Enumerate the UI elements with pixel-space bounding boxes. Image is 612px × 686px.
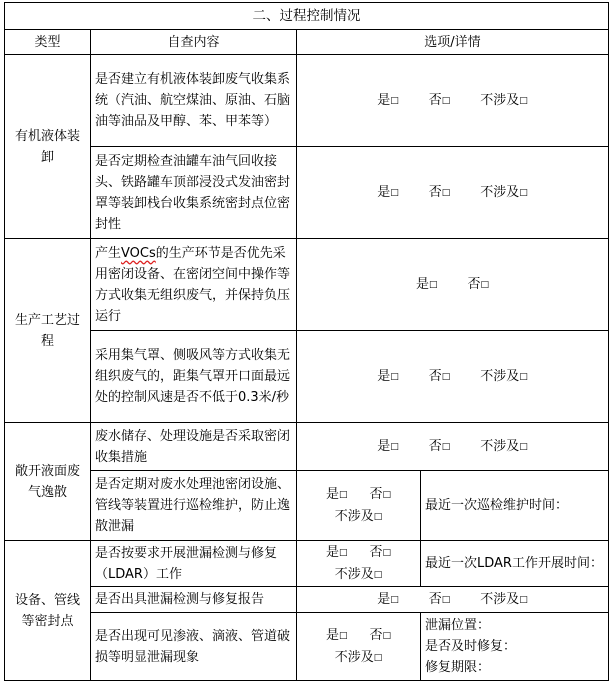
option-yes[interactable]: 是□ <box>325 544 348 560</box>
checkbox[interactable]: □ <box>382 489 392 500</box>
timely-repair-field[interactable]: 是否及时修复： <box>425 639 517 654</box>
item-text: 是否出现可见渗液、滴液、管道破损等明显泄漏现象 <box>91 613 297 681</box>
checkbox[interactable]: □ <box>519 441 528 452</box>
option-yes[interactable]: 是□ <box>377 589 399 611</box>
process-control-table <box>4 2 609 681</box>
item-text: 废水储存、处理设施是否采取密闭收集措施 <box>91 423 297 471</box>
header-content: 自查内容 <box>91 30 297 55</box>
checkbox[interactable]: □ <box>373 652 383 663</box>
checkbox[interactable]: □ <box>441 441 451 452</box>
checkbox[interactable]: □ <box>441 95 451 106</box>
option-no[interactable]: 否□ <box>429 589 451 611</box>
option-yes[interactable]: 是□ <box>325 627 348 643</box>
checkbox[interactable]: □ <box>373 569 383 580</box>
item-text: 是否建立有机液体装卸废气收集系统（汽油、航空煤油、原油、石脑油等油品及甲醇、苯、甲苯等） <box>91 55 297 147</box>
checkbox[interactable]: □ <box>338 547 348 558</box>
item-text: 采用集气罩、侧吸风等方式收集无组织废气的，距集气罩开口面最远处的控制风速是否不低于0.3米/秒 <box>91 331 297 423</box>
checkbox[interactable]: □ <box>390 371 399 382</box>
header-options: 选项/详情 <box>297 30 609 55</box>
option-no[interactable]: 否□ <box>369 486 392 502</box>
options-yes-no-na <box>297 613 421 681</box>
options-yes-no-na <box>297 331 609 423</box>
option-no[interactable]: 否□ <box>429 366 451 388</box>
detail-field[interactable]: 最近一次LDAR工作开展时间： <box>421 541 609 587</box>
checkbox[interactable]: □ <box>390 95 399 106</box>
checkbox[interactable]: □ <box>390 187 399 198</box>
category-open-liquid-surface: 敞开液面废气逸散 <box>5 423 91 541</box>
option-no[interactable]: 否□ <box>429 90 451 112</box>
option-no[interactable]: 否□ <box>369 544 392 560</box>
leak-location-field[interactable]: 泄漏位置： <box>425 618 491 633</box>
option-yes[interactable]: 是□ <box>377 182 399 204</box>
option-no[interactable]: 否□ <box>429 436 451 458</box>
option-na[interactable]: 不涉及□ <box>480 436 528 458</box>
section-title: 二、过程控制情况 <box>5 3 609 30</box>
checkbox[interactable]: □ <box>519 371 528 382</box>
item-text: 是否出具泄漏检测与修复报告 <box>91 587 297 613</box>
options-yes-no-na <box>297 541 421 587</box>
checkbox[interactable]: □ <box>441 187 451 198</box>
item-text: 产生VOCs的生产环节是否优先采用密闭设备、在密闭空间中操作等方式收集无组织废气，并保持负压运行 <box>91 239 297 331</box>
option-no[interactable]: 否□ <box>468 274 490 296</box>
leak-detail-fields <box>421 613 609 681</box>
checkbox[interactable]: □ <box>480 279 490 290</box>
option-yes[interactable]: 是□ <box>377 436 399 458</box>
checkbox[interactable]: □ <box>390 441 399 452</box>
options-yes-no-na <box>297 471 421 541</box>
options-yes-no-na <box>297 423 609 471</box>
option-yes[interactable]: 是□ <box>325 486 348 502</box>
checkbox[interactable]: □ <box>519 187 528 198</box>
category-equipment-seals: 设备、管线等密封点 <box>5 541 91 681</box>
option-yes[interactable]: 是□ <box>377 90 399 112</box>
checkbox[interactable]: □ <box>382 630 392 641</box>
item-text: 是否定期对废水处理池密闭设施、管线等装置进行巡检维护，防止逸散泄漏 <box>91 471 297 541</box>
option-na[interactable]: 不涉及□ <box>480 182 528 204</box>
checkbox[interactable]: □ <box>428 279 438 290</box>
option-na[interactable]: 不涉及□ <box>334 508 383 524</box>
option-yes[interactable]: 是□ <box>377 366 399 388</box>
checkbox[interactable]: □ <box>390 594 399 605</box>
checkbox[interactable]: □ <box>338 630 348 641</box>
item-text: 是否定期检查油罐车油气回收接头、铁路罐车顶部浸没式发油密封罩等装卸栈台收集系统密封点位密封性 <box>91 147 297 239</box>
option-no[interactable]: 否□ <box>369 627 392 643</box>
category-production-process: 生产工艺过程 <box>5 239 91 423</box>
checkbox[interactable]: □ <box>373 511 383 522</box>
option-na[interactable]: 不涉及□ <box>480 589 528 611</box>
repair-deadline-field[interactable]: 修复期限： <box>425 660 491 675</box>
header-type: 类型 <box>5 30 91 55</box>
option-na[interactable]: 不涉及□ <box>334 649 383 665</box>
checkbox[interactable]: □ <box>382 547 392 558</box>
checkbox[interactable]: □ <box>338 489 348 500</box>
item-text: 是否按要求开展泄漏检测与修复（LDAR）工作 <box>91 541 297 587</box>
vocs-term: VOCs <box>121 245 156 261</box>
option-na[interactable]: 不涉及□ <box>334 566 383 582</box>
options-yes-no <box>297 239 609 331</box>
options-yes-no-na <box>297 55 609 147</box>
options-yes-no-na <box>297 587 609 613</box>
options-yes-no-na <box>297 147 609 239</box>
checkbox[interactable]: □ <box>441 371 451 382</box>
checkbox[interactable]: □ <box>519 594 528 605</box>
detail-field[interactable]: 最近一次巡检维护时间： <box>421 471 609 541</box>
option-yes[interactable]: 是□ <box>416 274 438 296</box>
category-organic-liquid: 有机液体装卸 <box>5 55 91 239</box>
option-na[interactable]: 不涉及□ <box>480 90 528 112</box>
option-no[interactable]: 否□ <box>429 182 451 204</box>
option-na[interactable]: 不涉及□ <box>480 366 528 388</box>
checkbox[interactable]: □ <box>441 594 451 605</box>
checkbox[interactable]: □ <box>519 95 528 106</box>
